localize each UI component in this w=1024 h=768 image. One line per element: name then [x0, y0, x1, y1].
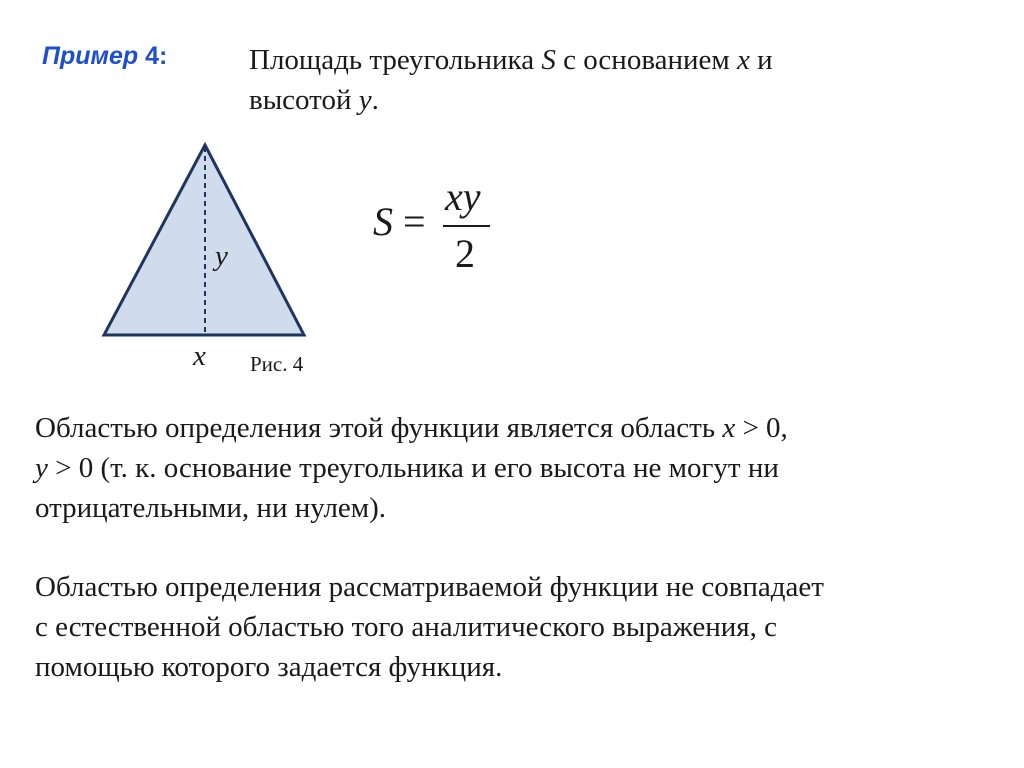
figure-caption: Рис. 4: [250, 352, 304, 376]
statement-text: и: [749, 44, 773, 76]
formula-lhs: S: [373, 199, 393, 244]
statement-text: .: [371, 84, 379, 116]
paragraph-line: [35, 408, 995, 448]
statement-line-2: [249, 80, 949, 120]
domain-paragraph: [35, 408, 995, 528]
statement-text: Площадь треугольника: [249, 44, 542, 76]
formula-numerator: xy: [445, 174, 481, 219]
var-y: y: [358, 84, 372, 116]
statement-text: с основанием: [555, 44, 738, 76]
paragraph-line: [35, 448, 995, 488]
paragraph-text: Областью определения этой функции является область: [35, 412, 723, 444]
var-S: S: [541, 44, 556, 76]
statement-line-1: [249, 40, 949, 80]
statement-text: высотой: [249, 84, 359, 116]
example-label-number: 4:: [145, 42, 168, 70]
example-label: [42, 42, 167, 71]
paragraph-text: > 0 (т. к. основание треугольника и его высота не могут ни: [47, 452, 779, 484]
problem-statement: [249, 40, 949, 120]
base-label: x: [193, 340, 206, 372]
formula-equals: =: [403, 199, 426, 244]
paragraph-line: Областью определения рассматриваемой функции не совпадает: [35, 571, 824, 603]
var-x: x: [722, 412, 736, 444]
fraction-bar: [443, 225, 490, 227]
conclusion-paragraph: [35, 567, 995, 687]
paragraph-line: отрицательными, ни нулем).: [35, 492, 387, 524]
paragraph-text: > 0,: [735, 412, 788, 444]
area-formula: [373, 174, 503, 278]
height-label: y: [215, 240, 228, 272]
triangle-figure: [95, 135, 335, 385]
var-x: x: [737, 44, 750, 76]
var-y: y: [35, 452, 48, 484]
paragraph-line: с естественной областью того аналитического выражения, с: [35, 611, 777, 643]
formula-denominator: 2: [455, 231, 475, 276]
example-label-word: Пример: [42, 42, 139, 70]
paragraph-line: помощью которого задается функция.: [35, 651, 503, 683]
